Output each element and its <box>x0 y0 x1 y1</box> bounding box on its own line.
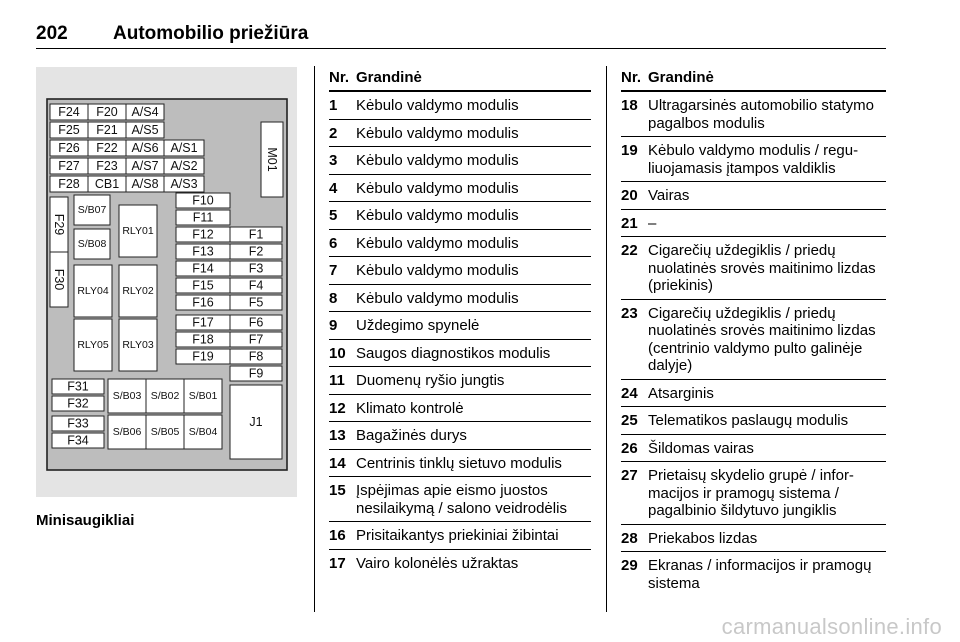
fuse-label: S/B03 <box>112 390 142 402</box>
fuse-number: 24 <box>621 384 638 402</box>
fuse-label: F18 <box>192 332 214 347</box>
fuse-label: F33 <box>67 416 89 431</box>
table-row <box>329 92 591 120</box>
fuse-label: F11 <box>192 210 214 225</box>
fuse-number: 27 <box>621 467 638 484</box>
fuse-label: A/S2 <box>170 159 198 173</box>
table-row <box>329 120 591 148</box>
circuit-description: Kėbulo valdymo modulis <box>356 262 519 279</box>
circuit-description: Vairas <box>648 187 690 204</box>
fuse-label: F27 <box>58 159 80 173</box>
header-circuit: Grandinė <box>356 69 422 86</box>
table-row <box>621 210 886 238</box>
circuit-description: Bagažinės durys <box>356 427 467 444</box>
fuse-number: 10 <box>329 344 346 362</box>
fuse-label: F22 <box>96 141 118 155</box>
column-divider <box>314 66 315 612</box>
fuse-number: 3 <box>329 152 338 169</box>
fuse-number: 17 <box>329 554 346 572</box>
fuse-number: 21 <box>621 214 638 232</box>
table-row <box>621 380 886 408</box>
fuse-label: S/B02 <box>150 390 180 402</box>
table-row <box>621 92 886 137</box>
fuse-label: A/S4 <box>131 105 159 119</box>
fuse-label: F17 <box>192 315 214 330</box>
fuse-label: RLY02 <box>122 285 154 297</box>
fuse-label: M01 <box>265 147 279 172</box>
fuse-number: 6 <box>329 234 338 252</box>
table-row <box>621 407 886 435</box>
fuse-number: 23 <box>621 304 638 322</box>
circuit-description: Priekabos lizdas <box>648 529 758 547</box>
fuse-number: 12 <box>329 399 346 417</box>
fuse-label: F7 <box>248 332 264 347</box>
fuse-label: F14 <box>192 261 214 276</box>
table-header <box>621 66 886 92</box>
circuit-description: – <box>648 214 657 232</box>
circuit-description: Vairo kolonėlės užraktas <box>356 554 519 572</box>
fuse-label: F32 <box>67 396 89 411</box>
circuit-description: Kėbulo valdymo modulis / regu-liuojamasis įtampos valdiklis <box>648 142 859 177</box>
table-row <box>621 525 886 553</box>
fuse-label: F10 <box>192 193 214 208</box>
page-number: 202 <box>36 23 68 44</box>
circuit-description: Cigarečių uždegiklis / priedų nuolatinės srovės maitinimo lizdas (centrinio valdymo pulto galinėje dalyje) <box>648 304 876 374</box>
fuse-number: 29 <box>621 557 638 574</box>
fuse-number: 28 <box>621 529 638 547</box>
fuse-number: 7 <box>329 262 338 279</box>
table-row <box>621 237 886 300</box>
table-row <box>329 550 591 577</box>
fuse-label: A/S3 <box>170 177 198 191</box>
fuse-label: A/S7 <box>131 159 159 173</box>
fuse-label: F15 <box>192 278 214 293</box>
circuit-description: Prietaisų skydelio grupė / infor-macijos ir pramogų sistema / pagalbinio šildytuvo jungiklis <box>648 467 854 519</box>
circuit-description: Saugos diagnostikos modulis <box>356 344 551 362</box>
fuse-label: F25 <box>58 123 80 137</box>
table-row <box>329 340 591 368</box>
table-row <box>329 422 591 450</box>
fuse-number: 20 <box>621 187 638 204</box>
fuse-table-left <box>329 66 591 576</box>
fuse-label: F16 <box>192 295 214 310</box>
fuse-label: F6 <box>248 315 264 330</box>
table-row <box>329 477 591 522</box>
fuse-label: RLY05 <box>77 339 109 351</box>
fuse-label: J1 <box>249 415 263 429</box>
fuse-label: F26 <box>58 141 80 155</box>
table-row <box>329 147 591 175</box>
circuit-description: Duomenų ryšio jungtis <box>356 372 505 389</box>
fuse-label: F13 <box>192 244 214 259</box>
circuit-description: Kėbulo valdymo modulis <box>356 289 519 307</box>
page-header <box>36 22 886 49</box>
fuse-label: F5 <box>248 295 264 310</box>
table-row <box>329 257 591 285</box>
fuse-label: F30 <box>52 268 66 291</box>
fuse-label: F9 <box>248 366 264 381</box>
table-row <box>329 312 591 340</box>
fuse-number: 1 <box>329 97 338 114</box>
table-row <box>621 462 886 525</box>
circuit-description: Atsarginis <box>648 384 714 402</box>
fuse-label: F24 <box>58 105 80 119</box>
table-row <box>329 450 591 478</box>
circuit-description: Telematikos paslaugų modulis <box>648 412 849 429</box>
table-row <box>621 552 886 596</box>
table-row <box>329 395 591 423</box>
table-row <box>329 175 591 203</box>
fuse-label: RLY03 <box>122 339 154 351</box>
fuse-label: F4 <box>248 278 264 293</box>
fuse-label: S/B06 <box>112 426 142 438</box>
circuit-description: Kėbulo valdymo modulis <box>356 234 519 252</box>
fuse-label: F21 <box>96 123 118 137</box>
header-nr: Nr. <box>329 69 350 86</box>
fuse-label: F23 <box>96 159 118 173</box>
circuit-description: Klimato kontrolė <box>356 399 464 417</box>
circuit-description: Cigarečių uždegiklis / priedų nuolatinės srovės maitinimo lizdas (priekinis) <box>648 242 876 294</box>
table-row <box>621 300 886 380</box>
fuse-label: F2 <box>248 244 264 259</box>
fuse-number: 13 <box>329 427 346 444</box>
fuse-label: F34 <box>67 433 89 448</box>
fuse-label: S/B04 <box>188 426 218 438</box>
table-row <box>329 230 591 258</box>
fuse-label: F1 <box>248 227 264 242</box>
fuse-number: 16 <box>329 527 346 544</box>
fuse-label: RLY04 <box>77 285 109 297</box>
table-header <box>329 66 591 92</box>
fuse-number: 8 <box>329 289 338 307</box>
fuse-label: F19 <box>192 349 214 364</box>
fuse-label: S/B07 <box>77 204 107 216</box>
table-row <box>329 202 591 230</box>
fuse-number: 5 <box>329 207 338 224</box>
header-circuit: Grandinė <box>648 69 714 86</box>
figure-caption: Minisaugikliai <box>36 512 135 529</box>
circuit-description: Įspėjimas apie eismo juostos nesilaikymą / salono veidrodėlis <box>356 482 567 517</box>
circuit-description: Ultragarsinės automobilio statymo pagalbos modulis <box>648 97 874 132</box>
circuit-description: Kėbulo valdymo modulis <box>356 207 519 224</box>
circuit-description: Kėbulo valdymo modulis <box>356 152 519 169</box>
fuse-label: F3 <box>248 261 264 276</box>
table-row <box>329 367 591 395</box>
fuse-label: F8 <box>248 349 264 364</box>
fuse-label: F20 <box>96 105 118 119</box>
fuse-label: S/B05 <box>150 426 180 438</box>
fuse-box-figure <box>36 67 297 497</box>
fuse-label: F29 <box>52 213 66 236</box>
fuse-label: F28 <box>58 177 80 191</box>
circuit-description: Centrinis tinklų sietuvo modulis <box>356 454 562 472</box>
circuit-description: Šildomas vairas <box>648 439 754 457</box>
fuse-label: A/S5 <box>131 123 159 137</box>
fuse-number: 19 <box>621 142 638 159</box>
fuse-number: 22 <box>621 242 638 259</box>
table-row <box>621 137 886 182</box>
fuse-label: A/S1 <box>170 141 198 155</box>
fuse-table-right <box>621 66 886 596</box>
fuse-number: 15 <box>329 482 346 499</box>
fuse-number: 18 <box>621 97 638 114</box>
fuse-label: F12 <box>192 227 214 242</box>
fuse-number: 11 <box>329 372 345 389</box>
circuit-description: Kėbulo valdymo modulis <box>356 97 519 114</box>
circuit-description: Prisitaikantys priekiniai žibintai <box>356 527 559 544</box>
circuit-description: Uždegimo spynelė <box>356 317 480 334</box>
fuse-label: F31 <box>67 379 89 394</box>
fuse-label: A/S6 <box>131 141 159 155</box>
circuit-description: Ekranas / informacijos ir pramogų sistema <box>648 557 872 592</box>
fuse-label: S/B08 <box>77 238 107 250</box>
table-row <box>621 435 886 463</box>
fuse-number: 14 <box>329 454 346 472</box>
fuse-number: 4 <box>329 179 338 197</box>
fuse-label: CB1 <box>94 177 120 191</box>
table-row <box>329 285 591 313</box>
circuit-description: Kėbulo valdymo modulis <box>356 179 519 197</box>
watermark: carmanualsonline.info <box>721 614 942 639</box>
table-row <box>329 522 591 550</box>
circuit-description: Kėbulo valdymo modulis <box>356 124 519 142</box>
page-title: Automobilio priežiūra <box>113 23 309 44</box>
header-nr: Nr. <box>621 69 642 86</box>
fuse-label: A/S8 <box>131 177 159 191</box>
fuse-number: 25 <box>621 412 638 429</box>
fuse-box-diagram <box>36 67 297 497</box>
column-divider <box>606 66 607 612</box>
fuse-number: 9 <box>329 317 338 334</box>
fuse-label: RLY01 <box>122 225 154 237</box>
fuse-label: S/B01 <box>188 390 218 402</box>
fuse-number: 2 <box>329 124 338 142</box>
fuse-number: 26 <box>621 439 638 457</box>
table-row <box>621 182 886 210</box>
